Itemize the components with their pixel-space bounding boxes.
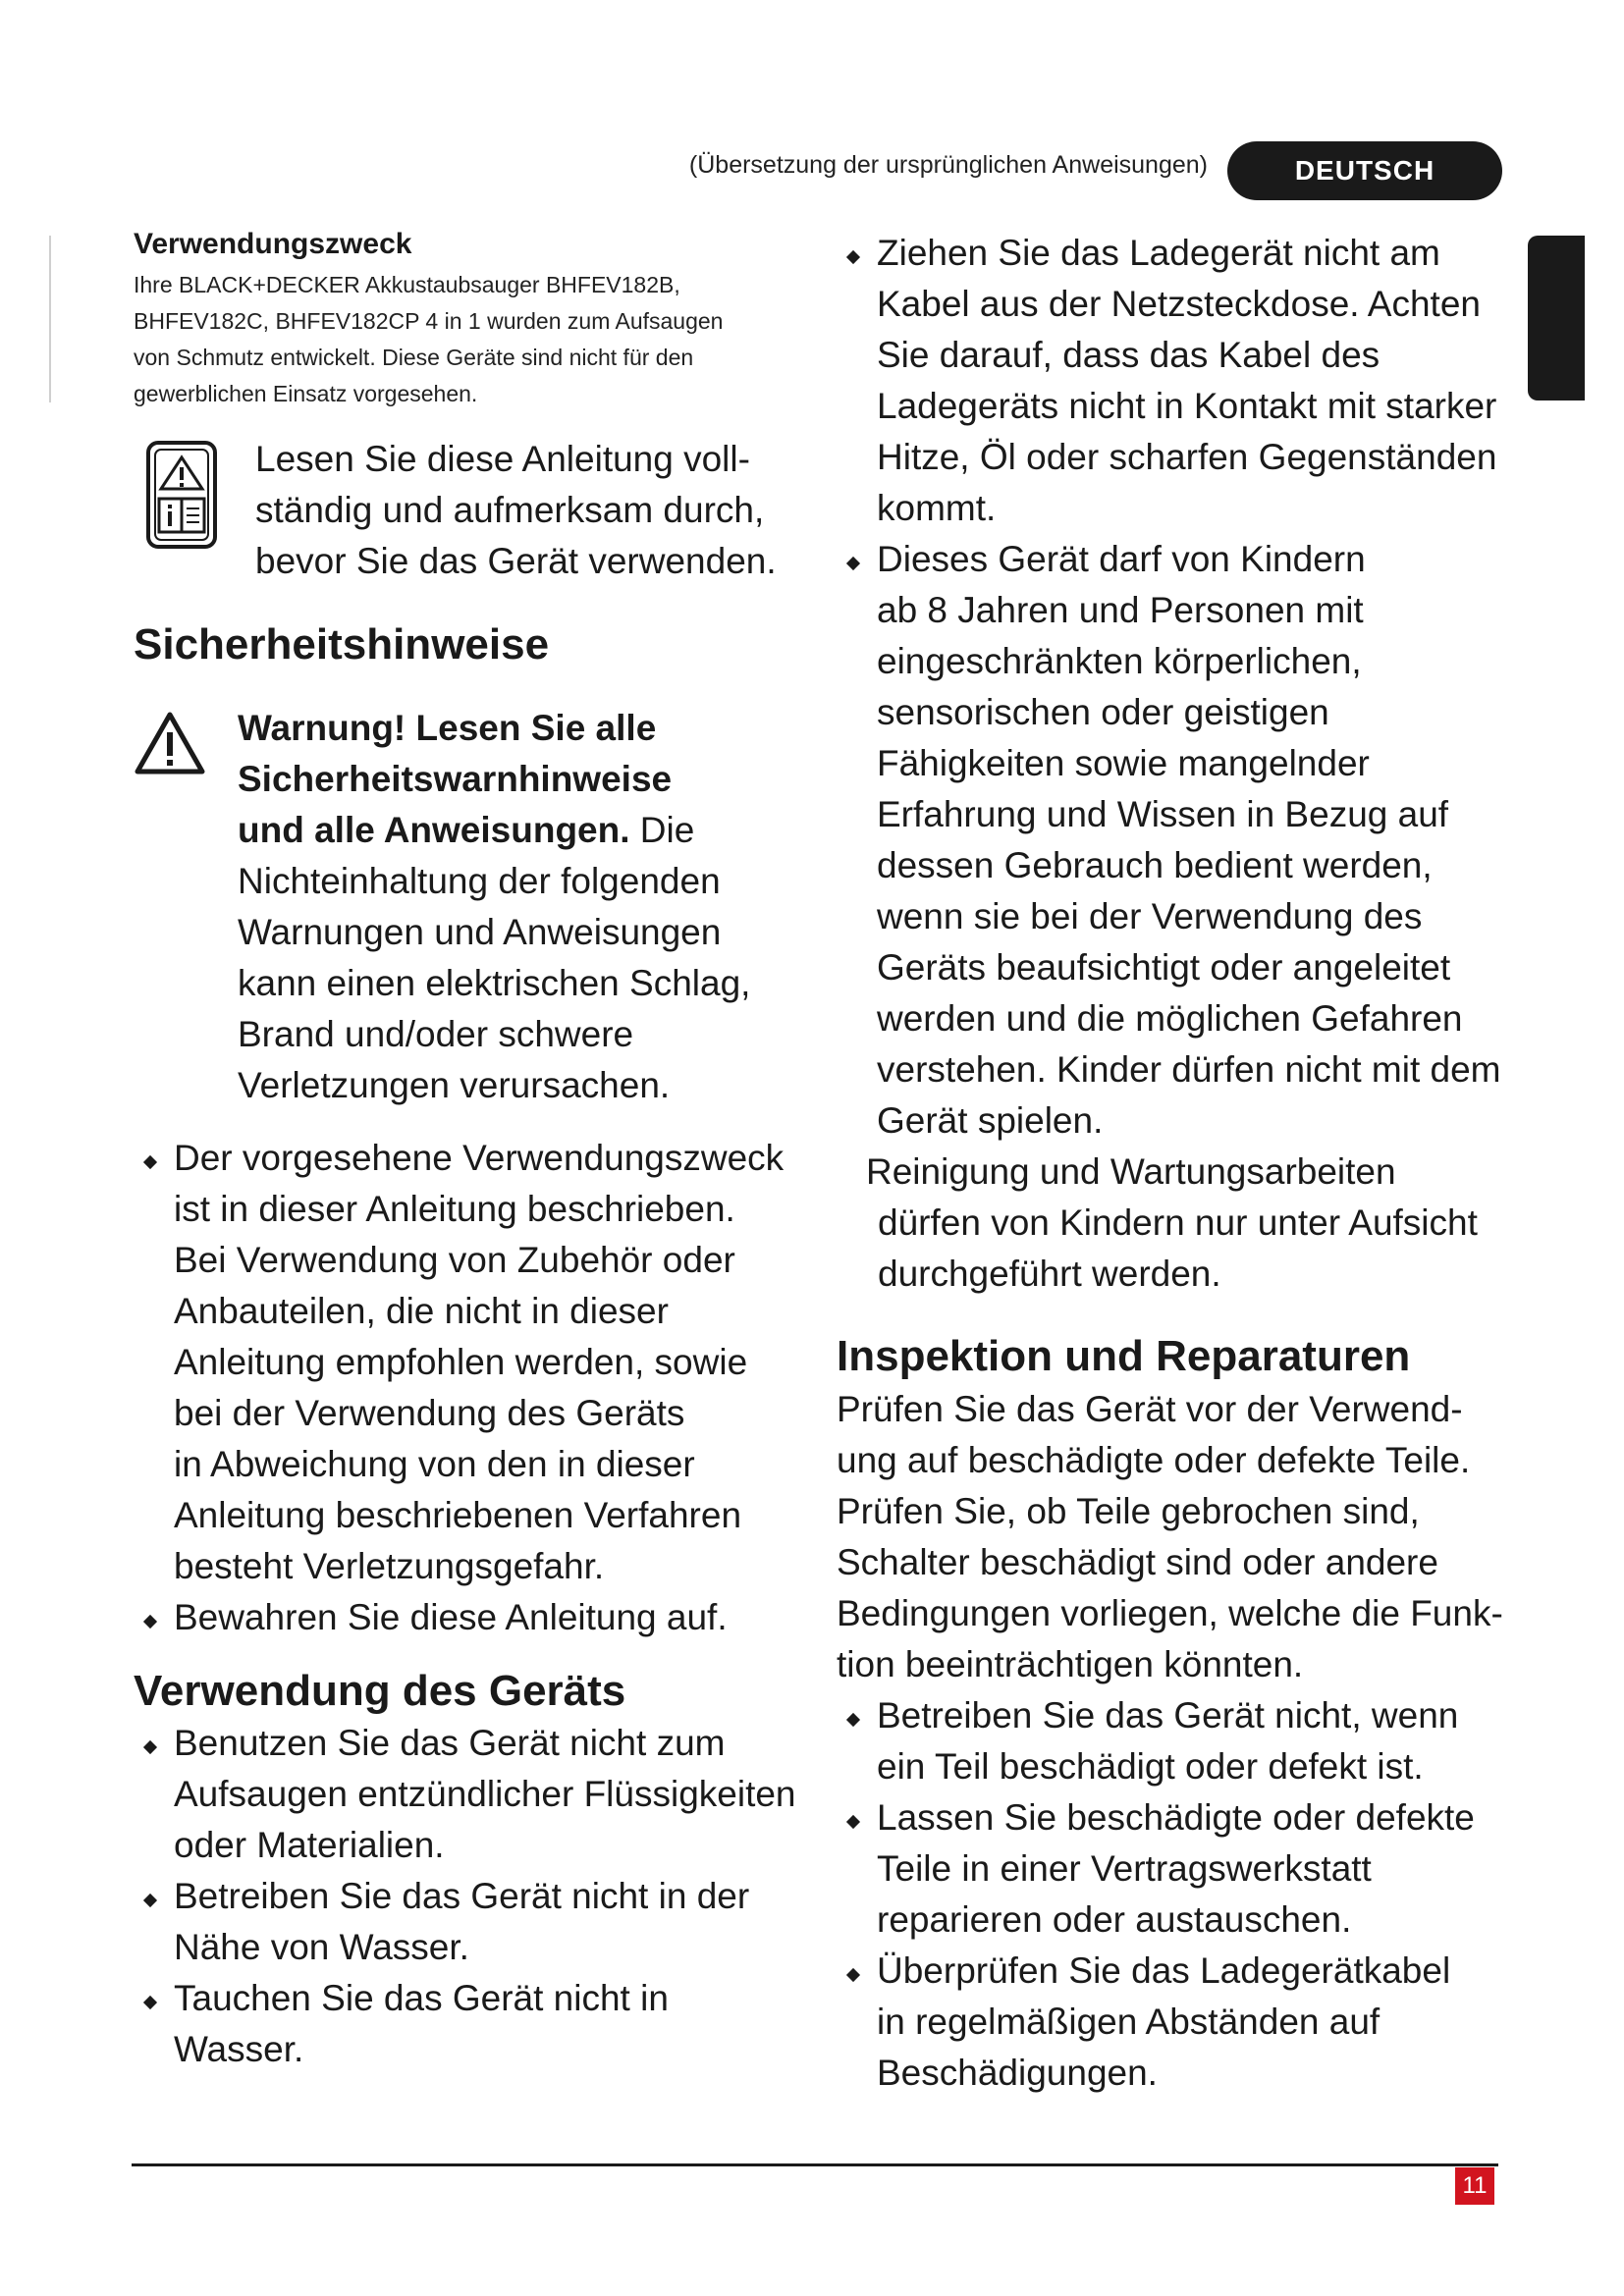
device-use-heading: Verwendung des Geräts <box>134 1667 626 1715</box>
list-line: Tauchen Sie das Gerät nicht in <box>174 1978 669 2018</box>
warning-line: Verletzungen verursachen. <box>238 1065 671 1105</box>
general-warning <box>134 703 801 1111</box>
list-line: ist in dieser Anleitung beschrieben. <box>174 1189 735 1229</box>
intended-use-line: BHFEV182C, BHFEV182CP 4 in 1 wurden zum Aufsaugen <box>134 308 724 334</box>
list-line: Überprüfen Sie das Ladegerätkabel <box>877 1950 1451 1991</box>
warning-line: Brand und/oder schwere <box>238 1014 634 1054</box>
bullet-diamond-icon <box>143 1740 157 1754</box>
warning-triangle-icon <box>134 711 206 775</box>
intended-use-line: von Schmutz entwickelt. Diese Geräte sind nicht für den <box>134 345 694 370</box>
list-item <box>134 1718 801 1871</box>
list-item <box>134 1592 801 1643</box>
list-item <box>837 1690 1504 1792</box>
translation-note: (Übersetzung der ursprünglichen Anweisungen) <box>688 151 1208 179</box>
list-line: ab 8 Jahren und Personen mit <box>877 590 1364 630</box>
list-line: Ziehen Sie das Ladegerät nicht am <box>877 233 1440 273</box>
list-line: Teile in einer Vertragswerkstatt <box>877 1848 1372 1889</box>
list-line: Kabel aus der Netzsteckdose. Achten <box>877 284 1481 324</box>
paragraph-line: Schalter beschädigt sind oder andere <box>837 1542 1438 1582</box>
bullet-diamond-icon <box>846 250 860 264</box>
list-item <box>837 228 1504 534</box>
list-line: bei der Verwendung des Geräts <box>174 1393 685 1433</box>
list-line: werden und die möglichen Gefahren <box>877 998 1463 1039</box>
list-line: wenn sie bei der Verwendung des <box>877 896 1423 936</box>
paragraph-line: tion beeinträchtigen könnten. <box>837 1644 1304 1684</box>
list-line: Sie darauf, dass das Kabel des <box>877 335 1380 375</box>
page-number-label: 11 <box>1462 2172 1488 2199</box>
warning-bold-line: Sicherheitswarnhinweise <box>238 759 673 799</box>
intended-use-title: Verwendungszweck <box>134 228 412 260</box>
list-line: Anleitung empfohlen werden, sowie <box>174 1342 748 1382</box>
inspection-paragraph <box>837 1384 1504 1690</box>
list-line: in regelmäßigen Abständen auf <box>877 2002 1380 2042</box>
read-manual-icon <box>145 440 218 550</box>
read-manual-line: ständig und aufmerksam durch, <box>255 490 765 530</box>
list-line: Hitze, Öl oder scharfen Gegenständen <box>877 437 1497 477</box>
list-line: Anleitung beschriebenen Verfahren <box>174 1495 742 1535</box>
margin-rule <box>49 236 51 402</box>
safety-heading: Sicherheitshinweise <box>134 620 550 668</box>
list-item <box>837 1792 1504 1946</box>
warning-line: Warnungen und Anweisungen <box>238 912 722 952</box>
list-line: Gerät spielen. <box>877 1100 1104 1141</box>
list-line: Anbauteilen, die nicht in dieser <box>174 1291 669 1331</box>
paragraph-line: durchgeführt werden. <box>878 1254 1221 1294</box>
bullet-diamond-icon <box>846 557 860 570</box>
read-manual-notice <box>134 434 801 587</box>
list-line: ein Teil beschädigt oder defekt ist. <box>877 1746 1424 1787</box>
paragraph-line: Prüfen Sie, ob Teile gebrochen sind, <box>837 1491 1420 1531</box>
list-line: Nähe von Wasser. <box>174 1927 469 1967</box>
bullet-diamond-icon <box>846 1815 860 1829</box>
list-item <box>134 1133 801 1592</box>
list-line: sensorischen oder geistigen <box>877 692 1329 732</box>
list-line: reparieren oder austauschen. <box>877 1899 1352 1940</box>
bullet-diamond-icon <box>143 1894 157 1907</box>
device-use-bullets <box>134 1718 801 2075</box>
list-line: kommt. <box>877 488 997 528</box>
intended-use-section <box>134 228 801 412</box>
list-line: Dieses Gerät darf von Kindern <box>877 539 1366 579</box>
warning-line: Nichteinhaltung der folgenden <box>238 861 721 901</box>
language-badge <box>1227 141 1502 200</box>
warning-line: kann einen elektrischen Schlag, <box>238 963 751 1003</box>
footer-rule <box>132 2163 1498 2166</box>
list-line: dessen Gebrauch bedient werden, <box>877 845 1433 885</box>
list-line: besteht Verletzungsgefahr. <box>174 1546 605 1586</box>
list-line: Bewahren Sie diese Anleitung auf. <box>174 1597 728 1637</box>
bullet-diamond-icon <box>143 1615 157 1629</box>
intended-use-text <box>134 267 801 412</box>
list-item <box>134 1973 801 2075</box>
list-item <box>134 1871 801 1973</box>
list-line: Wasser. <box>174 2029 304 2069</box>
paragraph-line: ung auf beschädigte oder defekte Teile. <box>837 1440 1471 1480</box>
read-manual-line: Lesen Sie diese Anleitung voll- <box>255 439 750 479</box>
paragraph-line: dürfen von Kindern nur unter Aufsicht <box>878 1202 1478 1243</box>
warning-bold-line: Warnung! Lesen Sie alle <box>238 708 657 748</box>
list-line: verstehen. Kinder dürfen nicht mit dem <box>877 1049 1501 1090</box>
bullet-diamond-icon <box>846 1713 860 1727</box>
general-bullets <box>134 1133 801 1643</box>
paragraph-line: Prüfen Sie das Gerät vor der Verwend- <box>837 1389 1463 1429</box>
list-line: Benutzen Sie das Gerät nicht zum <box>174 1723 726 1763</box>
bullet-diamond-icon <box>846 1968 860 1982</box>
read-manual-line: bevor Sie das Gerät verwenden. <box>255 541 777 581</box>
intended-use-line: Ihre BLACK+DECKER Akkustaubsauger BHFEV182B, <box>134 272 680 297</box>
list-line: Aufsaugen entzündlicher Flüssigkeiten <box>174 1774 796 1814</box>
bullet-diamond-icon <box>143 1155 157 1169</box>
list-item <box>837 534 1504 1147</box>
list-line: Fähigkeiten sowie mangelnder <box>877 743 1370 783</box>
list-line: in Abweichung von den in dieser <box>174 1444 695 1484</box>
paragraph-line: Bedingungen vorliegen, welche die Funk- <box>837 1593 1503 1633</box>
language-label: DEUTSCH <box>1294 155 1435 186</box>
paragraph-line: Reinigung und Wartungsarbeiten <box>866 1151 1396 1192</box>
list-line: eingeschränkten körperlichen, <box>877 641 1362 681</box>
list-line: Beschädigungen. <box>877 2053 1158 2093</box>
section-side-tab <box>1528 236 1585 400</box>
page-number <box>1455 2167 1494 2205</box>
left-column <box>134 228 801 2075</box>
cleaning-paragraph <box>837 1147 1504 1300</box>
warning-bold-inline: und alle Anweisungen. <box>238 810 630 850</box>
read-manual-text <box>255 434 777 587</box>
list-line: Bei Verwendung von Zubehör oder <box>174 1240 735 1280</box>
inspection-heading: Inspektion und Reparaturen <box>837 1332 1411 1380</box>
list-line: Geräts beaufsichtigt oder angeleitet <box>877 947 1451 988</box>
list-line: Ladegeräts nicht in Kontakt mit starker <box>877 386 1497 426</box>
list-line: Betreiben Sie das Gerät nicht in der <box>174 1876 750 1916</box>
right-column <box>837 228 1504 2099</box>
list-item <box>837 1946 1504 2099</box>
list-line: Betreiben Sie das Gerät nicht, wenn <box>877 1695 1459 1735</box>
list-line: Lassen Sie beschädigte oder defekte <box>877 1797 1475 1838</box>
inspection-bullets <box>837 1690 1504 2099</box>
charger-bullets <box>837 228 1504 1147</box>
list-line: Erfahrung und Wissen in Bezug auf <box>877 794 1449 834</box>
warning-text <box>238 703 750 1111</box>
list-line: Der vorgesehene Verwendungszweck <box>174 1138 785 1178</box>
intended-use-line: gewerblichen Einsatz vorgesehen. <box>134 381 478 406</box>
bullet-diamond-icon <box>143 1996 157 2009</box>
list-line: oder Materialien. <box>174 1825 445 1865</box>
warning-inline-rest: Die <box>629 810 695 850</box>
